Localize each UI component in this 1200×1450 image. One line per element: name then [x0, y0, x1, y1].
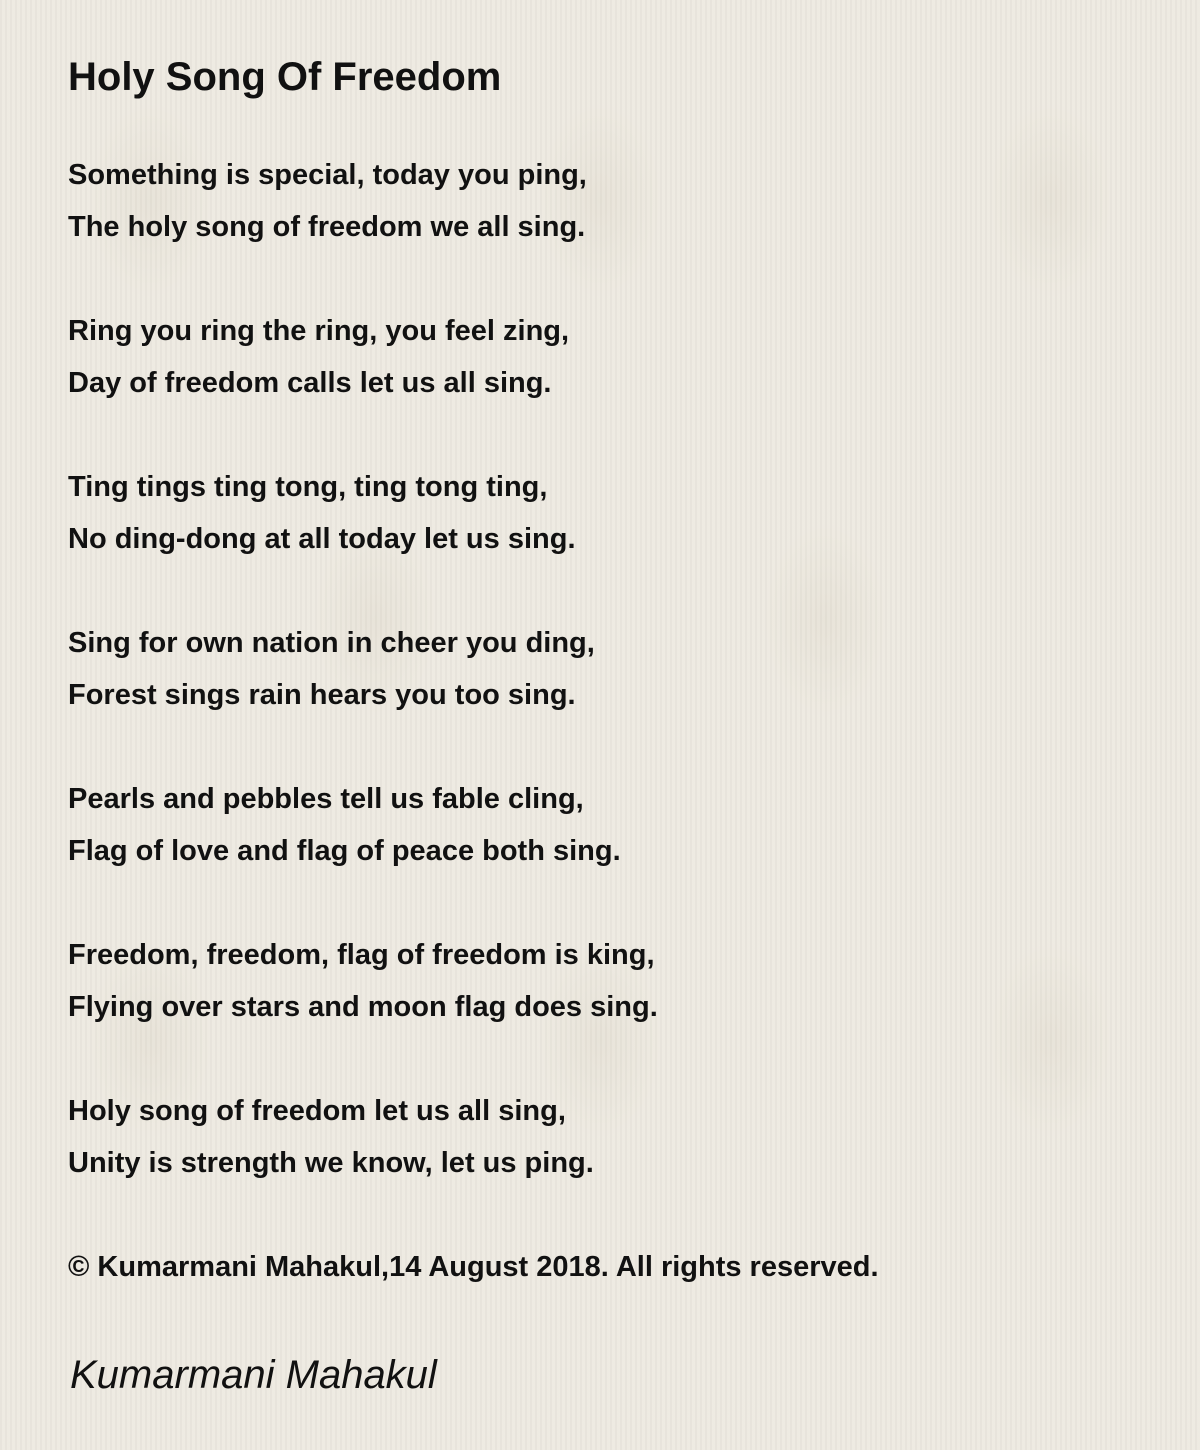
author-signature: Kumarmani Mahakul	[70, 1353, 437, 1397]
stanza	[68, 1085, 658, 1189]
poem-body	[68, 149, 658, 1241]
stanza	[68, 617, 658, 721]
stanza	[68, 461, 658, 565]
poem-line: Pearls and pebbles tell us fable cling,	[68, 783, 584, 815]
poem-line: Unity is strength we know, let us ping.	[68, 1147, 594, 1179]
poem-line: No ding-dong at all today let us sing.	[68, 523, 576, 555]
poem-line: Ting tings ting tong, ting tong ting,	[68, 471, 548, 503]
poem-line: Day of freedom calls let us all sing.	[68, 367, 552, 399]
poem-line: Flag of love and flag of peace both sing.	[68, 835, 621, 867]
stanza	[68, 149, 658, 253]
poem-line: Something is special, today you ping,	[68, 159, 587, 191]
stanza	[68, 773, 658, 877]
poem-line: Holy song of freedom let us all sing,	[68, 1095, 566, 1127]
poem-line: The holy song of freedom we all sing.	[68, 211, 586, 243]
stanza	[68, 929, 658, 1033]
poem-title: Holy Song Of Freedom	[68, 55, 502, 99]
copyright-notice: © Kumarmani Mahakul,14 August 2018. All rights reserved.	[68, 1251, 879, 1283]
poem-line: Ring you ring the ring, you feel zing,	[68, 315, 570, 347]
poem-line: Flying over stars and moon flag does sing.	[68, 991, 658, 1023]
stanza	[68, 305, 658, 409]
poem-line: Forest sings rain hears you too sing.	[68, 679, 576, 711]
poem-line: Sing for own nation in cheer you ding,	[68, 627, 595, 659]
poem-line: Freedom, freedom, flag of freedom is king,	[68, 939, 655, 971]
